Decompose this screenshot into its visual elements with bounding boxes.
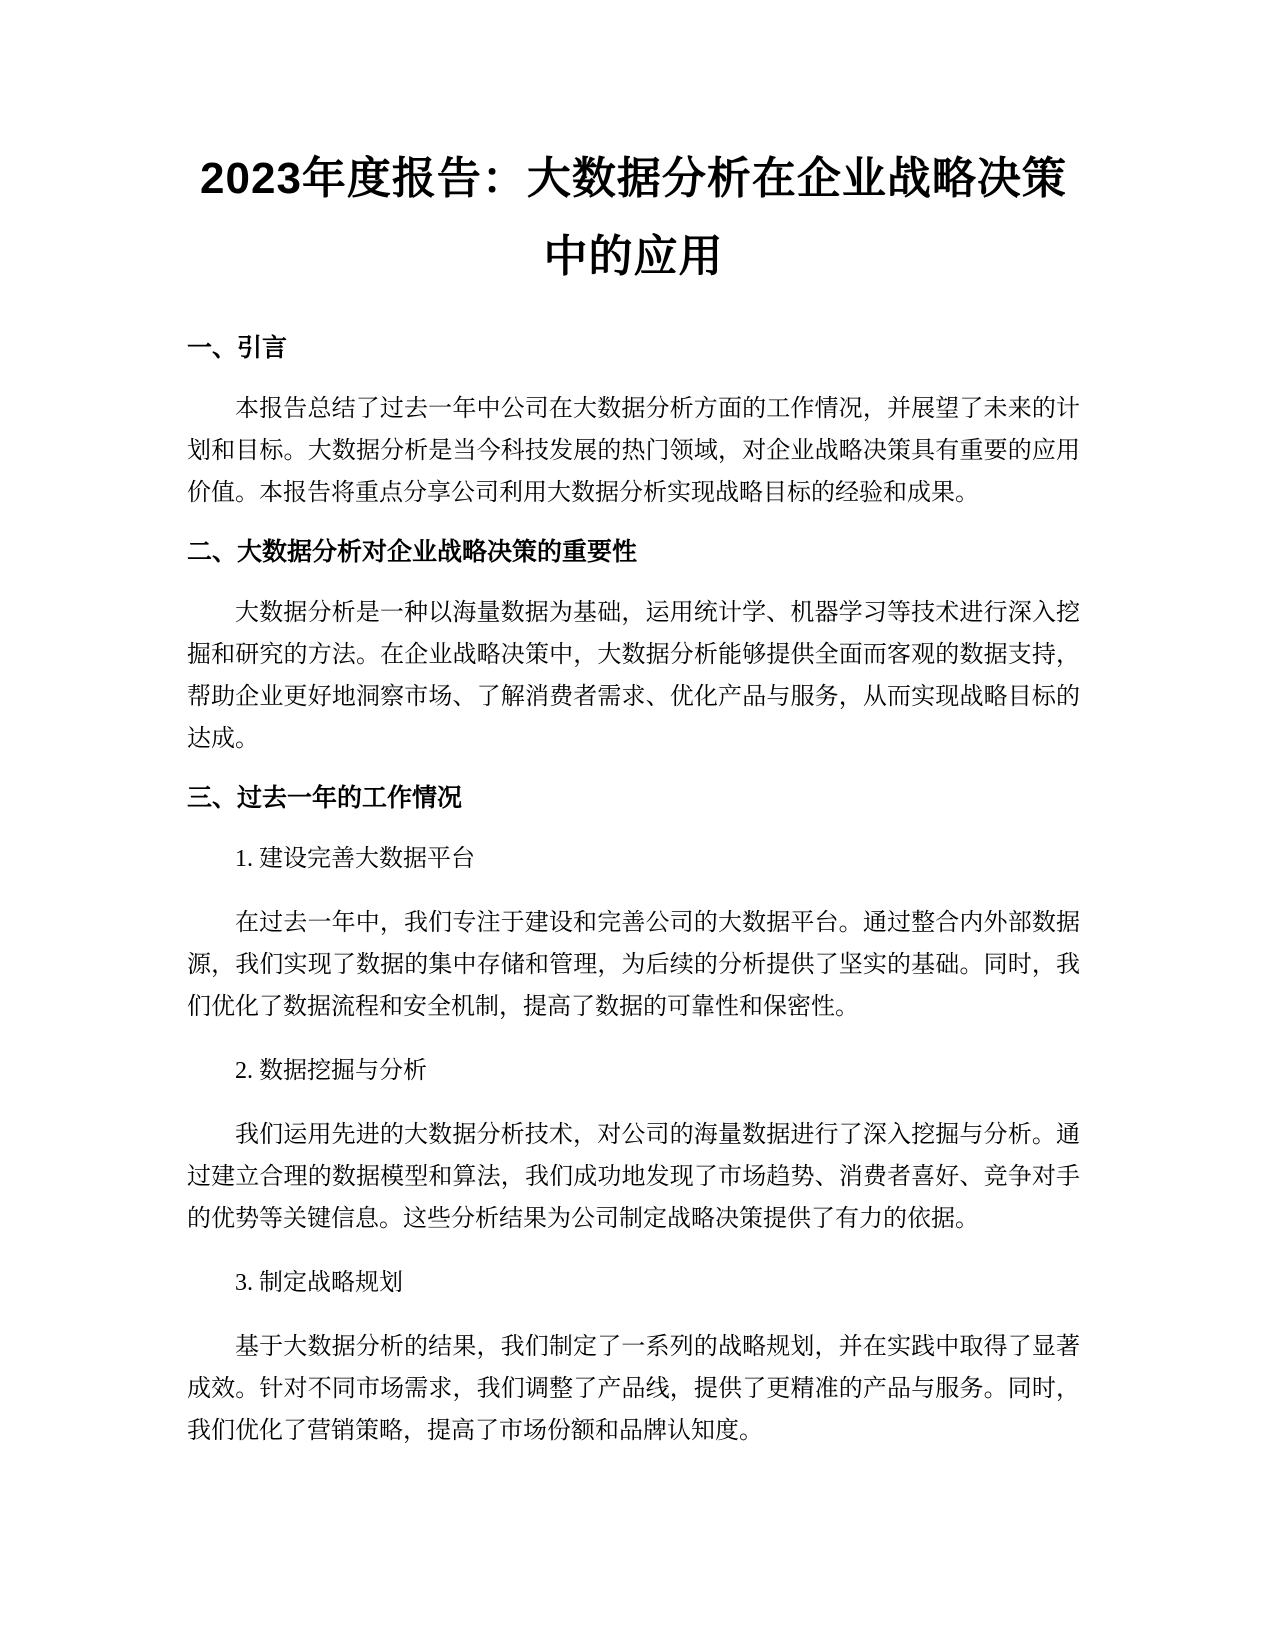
section-heading: 二、大数据分析对企业战略决策的重要性: [187, 538, 638, 566]
section-introduction: [187, 332, 1080, 514]
paragraph: 本报告总结了过去一年中公司在大数据分析方面的工作情况，并展望了未来的计划和目标。大数据分析是当今科技发展的热门领域，对企业战略决策具有重要的应用价值。本报告将重点分享公司利用大数据分析实现战略目标的经验和成果。: [187, 396, 1080, 506]
section-work-review: [187, 782, 1080, 1452]
document-title: 2023年度报告：大数据分析在企业战略决策中的应用: [200, 154, 1067, 281]
section-heading: 一、引言: [187, 334, 288, 362]
subsection-heading: 3. 制定战略规划: [235, 1270, 403, 1296]
paragraph: 我们运用先进的大数据分析技术，对公司的海量数据进行了深入挖掘与分析。通过建立合理的数据模型和算法，我们成功地发现了市场趋势、消费者喜好、竞争对手的优势等关键信息。这些分析结果为公司制定战略决策提供了有力的依据。: [187, 1122, 1080, 1232]
paragraph: 在过去一年中，我们专注于建设和完善公司的大数据平台。通过整合内外部数据源，我们实现了数据的集中存储和管理，为后续的分析提供了坚实的基础。同时，我们优化了数据流程和安全机制，提高了数据的可靠性和保密性。: [187, 910, 1080, 1020]
paragraph: 基于大数据分析的结果，我们制定了一系列的战略规划，并在实践中取得了显著成效。针对不同市场需求，我们调整了产品线，提供了更精准的产品与服务。同时，我们优化了营销策略，提高了市场份额和品牌认知度。: [187, 1334, 1080, 1444]
subsection-heading: 2. 数据挖掘与分析: [235, 1058, 427, 1084]
subsection-heading: 1. 建设完善大数据平台: [235, 846, 475, 872]
paragraph: 大数据分析是一种以海量数据为基础，运用统计学、机器学习等技术进行深入挖掘和研究的方法。在企业战略决策中，大数据分析能够提供全面而客观的数据支持，帮助企业更好地洞察市场、了解消费者需求、优化产品与服务，从而实现战略目标的达成。: [187, 600, 1080, 752]
section-importance: [187, 536, 1080, 760]
section-heading: 三、过去一年的工作情况: [187, 784, 463, 812]
document-page: [187, 140, 1080, 1474]
